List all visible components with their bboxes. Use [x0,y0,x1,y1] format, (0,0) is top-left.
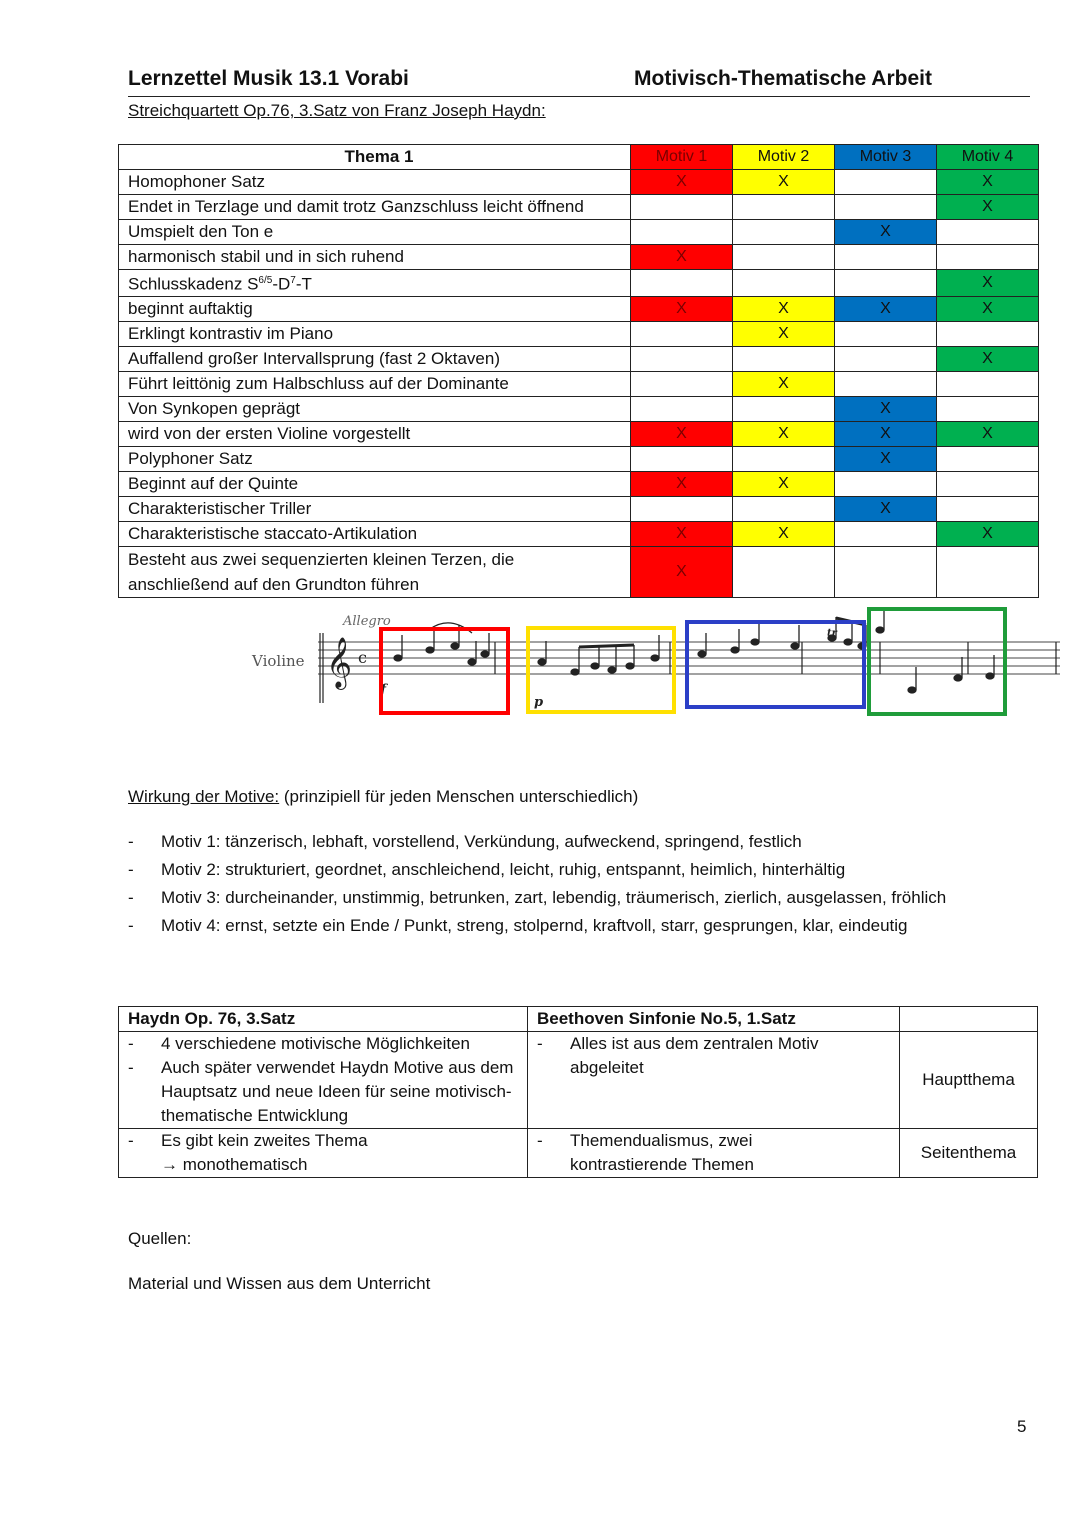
empty-cell [937,396,1039,421]
empty-cell [937,220,1039,245]
row-label: Endet in Terzlage und damit trotz Ganzschluss leicht öffnend [119,195,631,220]
empty-cell [631,220,733,245]
table-row [119,296,1039,321]
piano-marking: p [534,695,544,710]
motiv-4-header: Motiv 4 [937,145,1039,170]
mark-cell: X [937,346,1039,371]
empty-cell [733,396,835,421]
empty-cell [937,446,1039,471]
empty-cell [733,195,835,220]
empty-cell [835,471,937,496]
motif-2-box [528,628,674,712]
row-label: Polyphoner Satz [119,446,631,471]
beethoven-side-cell: - Themendualismus, zwei kontrastierende Themen [528,1129,900,1178]
table-header-row [119,145,1039,170]
row-label: beginnt auftaktig [119,296,631,321]
mark-cell: X [937,170,1039,195]
empty-cell [937,245,1039,270]
theme-header: Thema 1 [119,145,631,170]
sources-text: Material und Wissen aus dem Unterricht [128,1274,431,1293]
empty-cell [835,546,937,597]
row-label: Charakteristischer Triller [119,496,631,521]
row-label: Charakteristische staccato-Artikulation [119,521,631,546]
topic-title: Motivisch-Thematische Arbeit [634,67,932,90]
motiv-3-header: Motiv 3 [835,145,937,170]
hauptthema-label: Hauptthema [900,1032,1038,1129]
page-number: 5 [1017,1417,1027,1436]
table-row [119,396,1039,421]
empty-cell [835,521,937,546]
table-row [119,546,1039,597]
table-row [119,371,1039,396]
forte-marking: f [380,682,387,698]
music-score [250,605,1060,720]
haydn-main-cell: - 4 verschiedene motivische Möglichkeiten - Auch später verwendet Haydn Motive aus dem Hauptsatz und neue Ideen für seine motivisch-thematische Entwicklung [119,1032,528,1129]
table-row [119,521,1039,546]
table-header-row [119,1007,1038,1032]
empty-cell [631,195,733,220]
row-label: Auffallend großer Intervallsprung (fast 2 Oktaven) [119,346,631,371]
mark-cell: X [937,421,1039,446]
seitenthema-label: Seitenthema [900,1129,1038,1178]
header-divider [128,96,1030,97]
mark-cell: X [937,270,1039,297]
empty-cell [835,270,937,297]
table-row [119,195,1039,220]
mark-cell: X [733,471,835,496]
empty-cell [937,371,1039,396]
mark-cell: X [631,245,733,270]
table-row [119,321,1039,346]
row-label: Besteht aus zwei sequenzierten kleinen Terzen, die anschließend auf den Grundton führen [119,546,631,597]
empty-cell [733,346,835,371]
table-row [119,1129,1038,1178]
mark-cell: X [835,496,937,521]
table-row [119,496,1039,521]
mark-cell: X [733,371,835,396]
empty-cell [937,546,1039,597]
list-item: - Motiv 3: durcheinander, unstimmig, betrunken, zart, lebendig, träumerisch, zierlich, ausgelassen, fröhlich [128,888,947,907]
treble-clef-icon: 𝄞 [326,637,353,688]
mark-cell: X [835,220,937,245]
mark-cell: X [733,170,835,195]
table-row [119,346,1039,371]
motif-3-box [687,622,864,707]
table-row [119,220,1039,245]
table-row [119,471,1039,496]
mark-cell: X [937,296,1039,321]
motiv-2-header: Motiv 2 [733,145,835,170]
wirkung-heading: Wirkung der Motive: (prinzipiell für jeden Menschen unterschiedlich) [128,787,639,806]
table-row [119,421,1039,446]
empty-cell [733,270,835,297]
mark-cell: X [835,421,937,446]
empty-cell [733,546,835,597]
empty-cell [631,396,733,421]
time-signature-icon: c [358,648,367,667]
document-title: Lernzettel Musik 13.1 Vorabi [128,67,409,90]
row-label: Führt leittönig zum Halbschluss auf der Dominante [119,371,631,396]
row-label: Umspielt den Ton e [119,220,631,245]
row-label: Erklingt kontrastiv im Piano [119,321,631,346]
empty-cell [733,220,835,245]
empty-cell [733,496,835,521]
row-label: wird von der ersten Violine vorgestellt [119,421,631,446]
mark-cell: X [835,396,937,421]
empty-cell [631,446,733,471]
tempo-marking: Allegro [343,614,391,629]
row-label: harmonisch stabil und in sich ruhend [119,245,631,270]
mark-cell: X [631,170,733,195]
mark-cell: X [733,296,835,321]
instrument-label: Violine [252,652,305,670]
mark-cell: X [631,521,733,546]
row-label: Schlusskadenz $S^{6/5}-D^7-T$ [119,270,631,297]
list-item: - Motiv 4: ernst, setzte ein Ende / Punkt, streng, stolpernd, kraftvoll, starr, gesprungen, klar, eindeutig [128,916,908,935]
empty-cell [835,195,937,220]
table-row [119,270,1039,297]
row-label: Beginnt auf der Quinte [119,471,631,496]
table-row [119,170,1039,195]
empty-cell [835,245,937,270]
haydn-header: Haydn Op. 76, 3.Satz [119,1007,528,1032]
mark-cell: X [937,195,1039,220]
empty-cell [835,321,937,346]
mark-cell: X [631,546,733,597]
list-item: - Motiv 2: strukturiert, geordnet, anschleichend, leicht, ruhig, entspannt, heimlich, hinterhältig [128,860,846,879]
mark-cell: X [631,421,733,446]
beethoven-header: Beethoven Sinfonie No.5, 1.Satz [528,1007,900,1032]
section-subtitle: Streichquartett Op.76, 3.Satz von Franz Joseph Haydn: [128,101,546,120]
motiv-1-header: Motiv 1 [631,145,733,170]
mark-cell: X [937,521,1039,546]
table-row [119,1032,1038,1129]
mark-cell: X [631,471,733,496]
comparison-table [118,1006,1038,1178]
trill-marking: tr [827,628,837,639]
empty-cell [835,170,937,195]
empty-cell [631,371,733,396]
mark-cell: X [835,296,937,321]
empty-cell [937,321,1039,346]
mark-cell: X [733,521,835,546]
list-item: - Motiv 1: tänzerisch, lebhaft, vorstellend, Verkündung, aufweckend, springend, festlich [128,832,802,851]
table-row [119,245,1039,270]
empty-cell [835,346,937,371]
empty-cell [937,471,1039,496]
row-label: Von Synkopen geprägt [119,396,631,421]
row-label: Homophoner Satz [119,170,631,195]
empty-cell [631,346,733,371]
sources-heading: Quellen: [128,1229,192,1248]
motiv-effect-list [128,831,946,943]
motiv-table [118,144,1039,598]
empty-header [900,1007,1038,1032]
table-row [119,446,1039,471]
mark-cell: X [733,421,835,446]
beethoven-main-cell: - Alles ist aus dem zentralen Motiv abgeleitet [528,1032,900,1129]
empty-cell [733,446,835,471]
empty-cell [631,270,733,297]
motif-4-box [869,609,1005,714]
empty-cell [835,371,937,396]
empty-cell [733,245,835,270]
mark-cell: X [631,296,733,321]
empty-cell [937,496,1039,521]
haydn-side-cell: - Es gibt kein zweites Thema → monothematisch [119,1129,528,1178]
mark-cell: X [733,321,835,346]
mark-cell: X [835,446,937,471]
empty-cell [631,321,733,346]
empty-cell [631,496,733,521]
